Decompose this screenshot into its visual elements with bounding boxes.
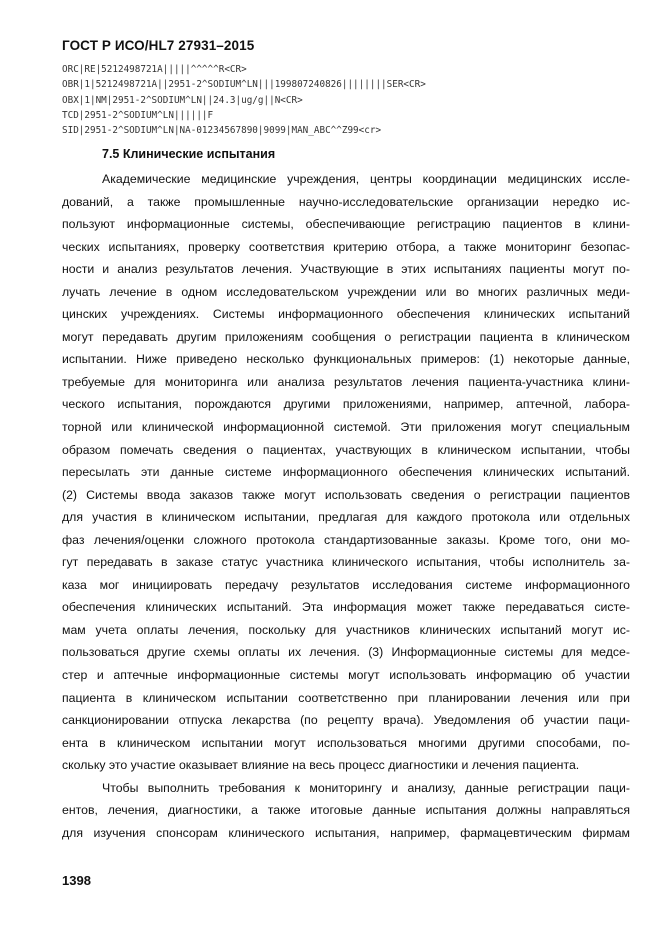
text-line: ента в клиническом испытании могут использоваться многими другими способами, по- (62, 735, 630, 750)
text-line: Чтобы выполнить требования к мониторингу и анализу, данные регистрации паци- (102, 780, 630, 795)
text-line: торной или клинической информационной системой. Эти приложения могут специальным (62, 420, 630, 435)
code-line: SID|2951-2^SODIUM^LN|NA-01234567890|9099|MAN_ABC^^Z99<cr> (62, 125, 382, 137)
text-line: ентов, лечения, диагностики, а также итоговые данные испытания должны направляться (62, 803, 630, 818)
text-line: ческого испытания, порождаются другими приложениями, например, аптечной, лабора- (62, 397, 630, 412)
text-line: для изучения спонсорам клинического испытания, например, фармацевтическим фирмам (62, 825, 630, 840)
body-text (62, 168, 630, 844)
text-line: санкционировании отпуска лекарства (по рецепту врача). Уведомления об участии паци- (62, 713, 630, 728)
text-line: ности и анализ результатов лечения. Участвующие в этих испытаниях пациенты могут по- (62, 262, 630, 277)
text-line: пациента в клиническом испытании соответственно при планировании лечения или при (62, 690, 630, 705)
text-line: могут передавать другим приложениям сообщения о регистрации пациента в клиническом (62, 329, 630, 344)
text-line: каза мог инициировать передачу результатов исследования системе информационного (62, 577, 630, 592)
text-line: для участия в клиническом испытании, предлагая для каждого протокола или отдельных (62, 510, 630, 525)
text-line: скольку это участие оказывает влияние на весь процесс диагностики и лечения пациента. (62, 758, 580, 773)
text-line: (2) Системы ввода заказов также могут использовать сведения о регистрации пациентов (62, 487, 630, 502)
code-line: ORC|RE|5212498721A|||||^^^^^R<CR> (62, 64, 247, 75)
text-line: требуемые для мониторинга или анализа результатов лечения пациента-участника клини- (62, 374, 630, 389)
text-line: гут передавать в заказе статус участника клинического испытания, чтобы исполнитель за- (62, 555, 630, 570)
code-line: OBX|1|NM|2951-2^SODIUM^LN||24.3|ug/g||N<CR> (62, 94, 303, 106)
text-line: пользоваться другие схемы оплаты их лечения. (3) Информационные системы для медсе- (62, 645, 630, 660)
text-line: дований, а также промышленные научно-исследовательские организации нередко ис- (62, 194, 630, 209)
text-line: пересылать эти данные системе информационного обеспечения клинических испытаний. (62, 465, 630, 480)
text-line: мам учета оплаты лечения, поскольку для участников клинических испытаний могут ис- (62, 622, 630, 637)
text-line: Академические медицинские учреждения, центры координации медицинских иссле- (102, 172, 630, 186)
section-heading: 7.5 Клинические испытания (102, 147, 276, 161)
code-line: OBR|1|5212498721A||2951-2^SODIUM^LN|||199807240826||||||||SER<CR> (62, 79, 426, 91)
text-line: ческих испытаниях, проверку соответствия критерию отбора, а также мониторинг безопас- (62, 239, 630, 254)
code-line: TCD|2951-2^SODIUM^LN||||||F (62, 109, 214, 121)
text-line: пользуют информационные системы, обеспечивающие регистрацию пациентов в клини- (62, 217, 630, 232)
text-line: образом помечать сведения о пациентах, участвующих в клиническом испытании, чтобы (62, 442, 630, 457)
text-line: испытании. Ниже приведено несколько функциональных примеров: (1) некоторые данные, (62, 352, 630, 367)
text-line: лучать лечение в одном исследовательском учреждении или во многих различных меди- (62, 284, 630, 299)
page-number: 1398 (62, 873, 91, 888)
text-line: обеспечения клинических испытаний. Эта информация может также передаваться систе- (62, 600, 630, 615)
standard-title: ГОСТ Р ИСО/HL7 27931–2015 (62, 38, 255, 53)
text-line: цинских учреждениях. Системы информационного обеспечения клинических испытаний (62, 307, 630, 322)
hl7-message-block (62, 62, 642, 138)
text-line: стер и аптечные информационные системы могут использовать информацию об участии (62, 668, 630, 683)
text-line: фаз лечения/оценки сложного протокола стандартизованные заказы. Кроме того, они мо- (62, 532, 630, 547)
